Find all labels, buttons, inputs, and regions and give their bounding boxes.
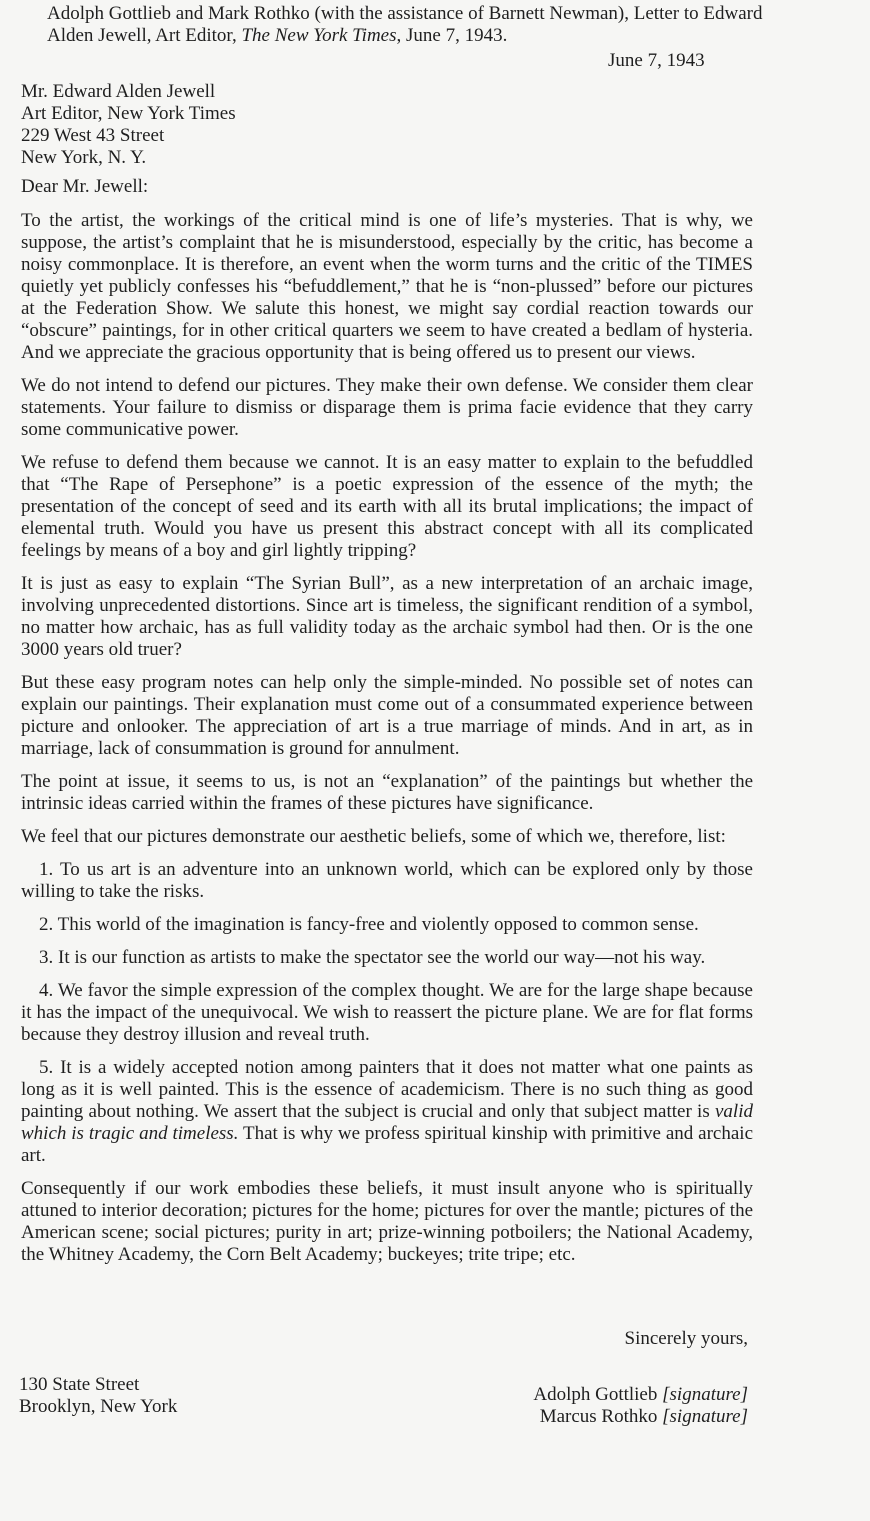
letter-body (21, 210, 753, 1277)
paragraph: Consequently if our work embodies these beliefs, it must insult anyone who is spiritually attuned to interior decoration; pictures for the home; pictures for over the mantle; pictures of the American scene; social pictures; purity in art; prize-winning potboilers; the National Academy, the Whitney Academy, the Corn Belt Academy; buckeyes; trite tripe; etc. (21, 1178, 753, 1265)
paragraph: But these easy program notes can help only the simple-minded. No possible set of notes can explain our paintings. Their explanation must come out of a consummated experience between picture and onlooker. The appreciation of art is a true marriage of minds. And in art, as in marriage, lack of consummation is ground for annulment. (21, 672, 753, 759)
paragraph: To the artist, the workings of the critical mind is one of life’s mysteries. That is why, we suppose, the artist’s complaint that he is misunderstood, especially by the critic, has become a noisy commonplace. It is therefore, an event when the worm turns and the critic of the TIMES quietly yet publicly confesses his “befuddlement,” that he is “non-plussed” before our pictures at the Federation Show. We salute this honest, we might say cordial reaction towards our “obscure” paintings, for in other critical quarters we seem to have created a bedlam of hysteria. And we appreciate the gracious opportunity that is being offered us to present our views. (21, 210, 753, 363)
paragraph: We do not intend to defend our pictures. They make their own defense. We consider them clear statements. Your failure to dismiss or disparage them is prima facie evidence that they carry some communicative power. (21, 375, 753, 440)
belief-item-1: 1. To us art is an adventure into an unknown world, which can be explored only by those willing to take the risks. (21, 859, 753, 902)
signature-note: [signature] (662, 1406, 748, 1427)
belief-item-5-post: That is why we profess spiritual kinship with primitive and archaic art. (21, 1123, 754, 1166)
belief-item-2: 2. This world of the imagination is fancy-free and violently opposed to common sense. (39, 914, 699, 935)
belief-item-5-pre: 5. It is a widely accepted notion among painters that it does not matter what one paints as long as it is well painted. This is the essence of academicism. There is no such thing as good painting about nothing. We assert that the subject is crucial and only that subject matter is (21, 1057, 753, 1122)
signatory-1-name: Adolph Gottlieb (533, 1384, 663, 1405)
heading-line-1: Adolph Gottlieb and Mark Rothko (with the assistance of Barnett Newman), Letter to Edward (47, 3, 763, 24)
return-address-line: Brooklyn, New York (19, 1396, 178, 1417)
belief-item-5 (21, 1057, 753, 1167)
heading-line-2-pre: Alden Jewell, Art Editor, (47, 25, 242, 46)
signatory-1 (533, 1384, 748, 1406)
recipient-line: New York, N. Y. (21, 147, 147, 168)
belief-item-4: 4. We favor the simple expression of the complex thought. We are for the large shape because it has the impact of the unequivocal. We wish to reassert the picture plane. We are for flat forms because they destroy illusion and reveal truth. (21, 980, 753, 1045)
return-address-line: 130 State Street (19, 1374, 140, 1395)
recipient-line: Art Editor, New York Times (21, 103, 236, 124)
signature-block (533, 1384, 748, 1428)
heading-line-2-post: , June 7, 1943. (396, 25, 508, 46)
recipient-line: 229 West 43 Street (21, 125, 165, 146)
recipient-line: Mr. Edward Alden Jewell (21, 81, 216, 102)
signature-note: [signature] (662, 1384, 748, 1405)
paragraph: The point at issue, it seems to us, is not an “explanation” of the paintings but whether the intrinsic ideas carried within the frames of these pictures have significance. (21, 771, 753, 814)
paragraph: It is just as easy to explain “The Syrian Bull”, as a new interpretation of an archaic image, involving unprecedented distortions. Since art is timeless, the significant rendition of a symbol, no matter how archaic, has as full validity today as the archaic symbol had then. Or is the one 3000 years old truer? (21, 573, 753, 660)
closing: Sincerely yours, (624, 1328, 748, 1349)
letter-date: June 7, 1943 (608, 50, 705, 71)
newspaper-title: The New York Times (241, 25, 397, 46)
paragraph: We feel that our pictures demonstrate our aesthetic beliefs, some of which we, therefore, list: (21, 826, 726, 847)
heading-line-2 (47, 25, 852, 47)
return-address (19, 1374, 177, 1418)
signatory-2-name: Marcus Rothko (539, 1406, 663, 1427)
recipient-address (21, 81, 236, 169)
signatory-2 (533, 1406, 748, 1428)
salutation: Dear Mr. Jewell: (21, 176, 149, 197)
belief-item-5-italic: valid which is tragic and timeless. (21, 1101, 753, 1144)
document-heading (47, 3, 852, 47)
paragraph: We refuse to defend them because we cannot. It is an easy matter to explain to the befuddled that “The Rape of Persephone” is a poetic expression of the essence of the myth; the presentation of the concept of seed and its earth with all its brutal implications; the impact of elemental truth. Would you have us present this abstract concept with all its complicated feelings by means of a boy and girl lightly tripping? (21, 452, 753, 561)
belief-item-3: 3. It is our function as artists to make the spectator see the world our way—not his way. (39, 947, 706, 968)
